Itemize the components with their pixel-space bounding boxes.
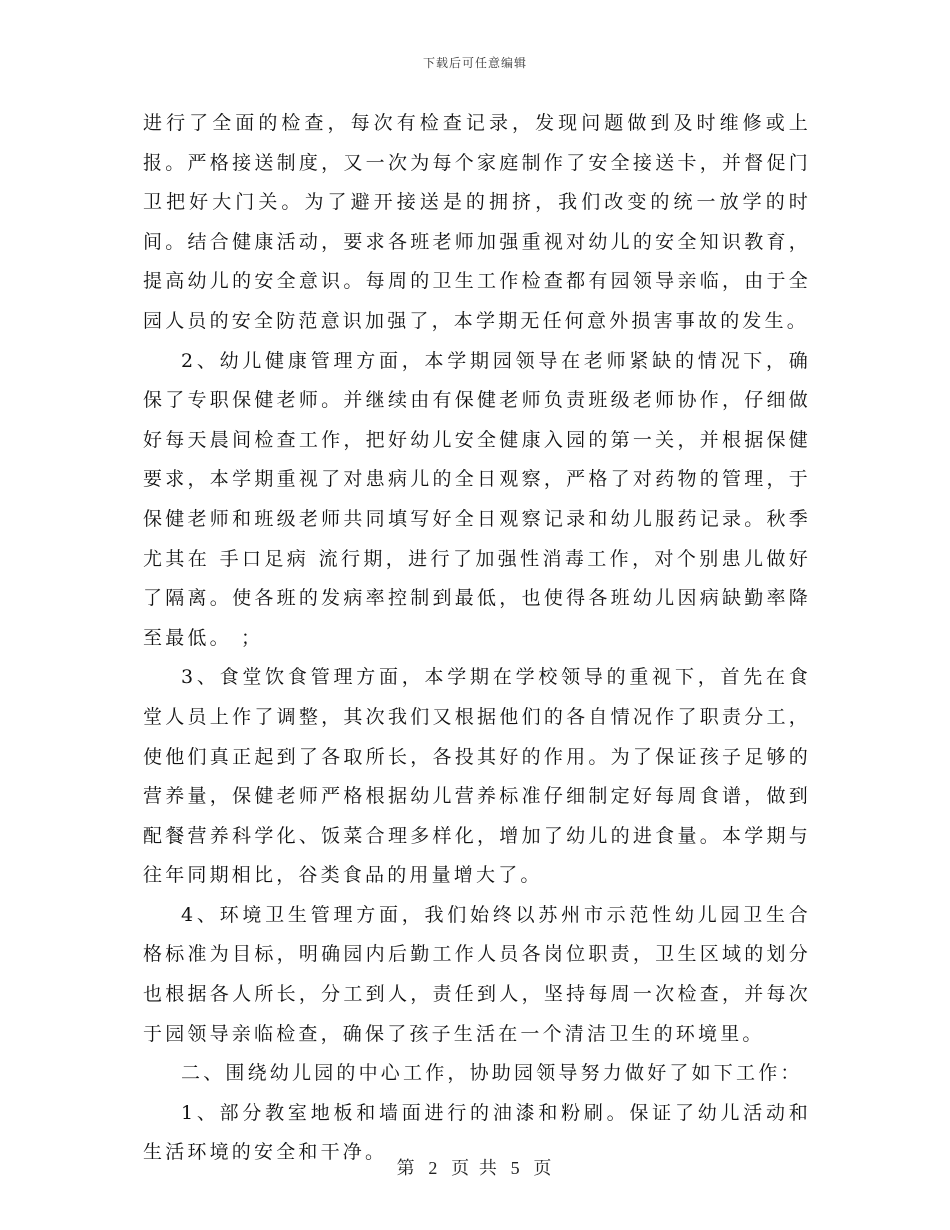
footer-middle: 页 共 xyxy=(451,1158,499,1179)
paragraph-canteen-management: 3、食堂饮食管理方面，本学期在学校领导的重视下，首先在食堂人员上作了调整，其次我们又根据他们的各自情况作了职责分工，使他们真正起到了各取所长，各投其好的作用。为了保证孩子足够的营养量，保健老师严格根据幼儿营养标准仔细制定好每周食谱，做到配餐营养科学化、饭菜合理多样化，增加了幼儿的进食量。本学期与往年同期相比，谷类食品的用量增大了。 xyxy=(143,666,811,887)
paragraph-health-management: 2、幼儿健康管理方面，本学期园领导在老师紧缺的情况下，确保了专职保健老师。并继续由有保健老师负责班级老师协作，仔细做好每天晨间检查工作，把好幼儿安全健康入园的第一关，并根据保健要求，本学期重视了对患病儿的全日观察，严格了对药物的管理，于保健老师和班级老师共同填写好全日观察记录和幼儿服药记录。秋季尤其在 手口足病 流行期，进行了加强性消毒工作，对个别患儿做好了隔离。使各班的发病率控制到最低，也使得各班幼儿因病缺勤率降至最低。 ； xyxy=(143,349,811,649)
page-footer xyxy=(0,1154,950,1180)
page-header: 下载后可任意编辑 xyxy=(422,56,527,70)
footer-suffix: 页 xyxy=(533,1158,554,1179)
paragraph-environment-hygiene: 4、环境卫生管理方面，我们始终以苏州市示范性幼儿园卫生合格标准为目标，明确园内后勤工作人员各岗位职责，卫生区域的划分也根据各人所长，分工到人，责任到人，坚持每周一次检查，并每次于园领导亲临检查，确保了孩子生活在一个清洁卫生的环境里。 xyxy=(143,903,811,1045)
body-text xyxy=(143,104,811,1173)
footer-current-page: 2 xyxy=(428,1158,440,1178)
section-heading-two: 二、围绕幼儿园的中心工作，协助园领导努力做好了如下工作： xyxy=(181,1062,803,1085)
footer-prefix: 第 xyxy=(396,1158,417,1179)
paragraph-continuation: 进行了全面的检查，每次有检查记录，发现问题做到及时维修或上报。严格接送制度，又一次为每个家庭制作了安全接送卡，并督促门卫把好大门关。为了避开接送是的拥挤，我们改变的统一放学的时间。结合健康活动，要求各班老师加强重视对幼儿的安全知识教育，提高幼儿的安全意识。每周的卫生工作检查都有园领导亲临，由于全园人员的安全防范意识加强了，本学期无任何意外损害事故的发生。 xyxy=(143,112,811,332)
paragraph-classroom-painting: 1、部分教室地板和墙面进行的油漆和粉刷。保证了幼儿活动和生活环境的安全和干净。 xyxy=(143,1101,811,1164)
footer-total-pages: 5 xyxy=(510,1158,522,1178)
